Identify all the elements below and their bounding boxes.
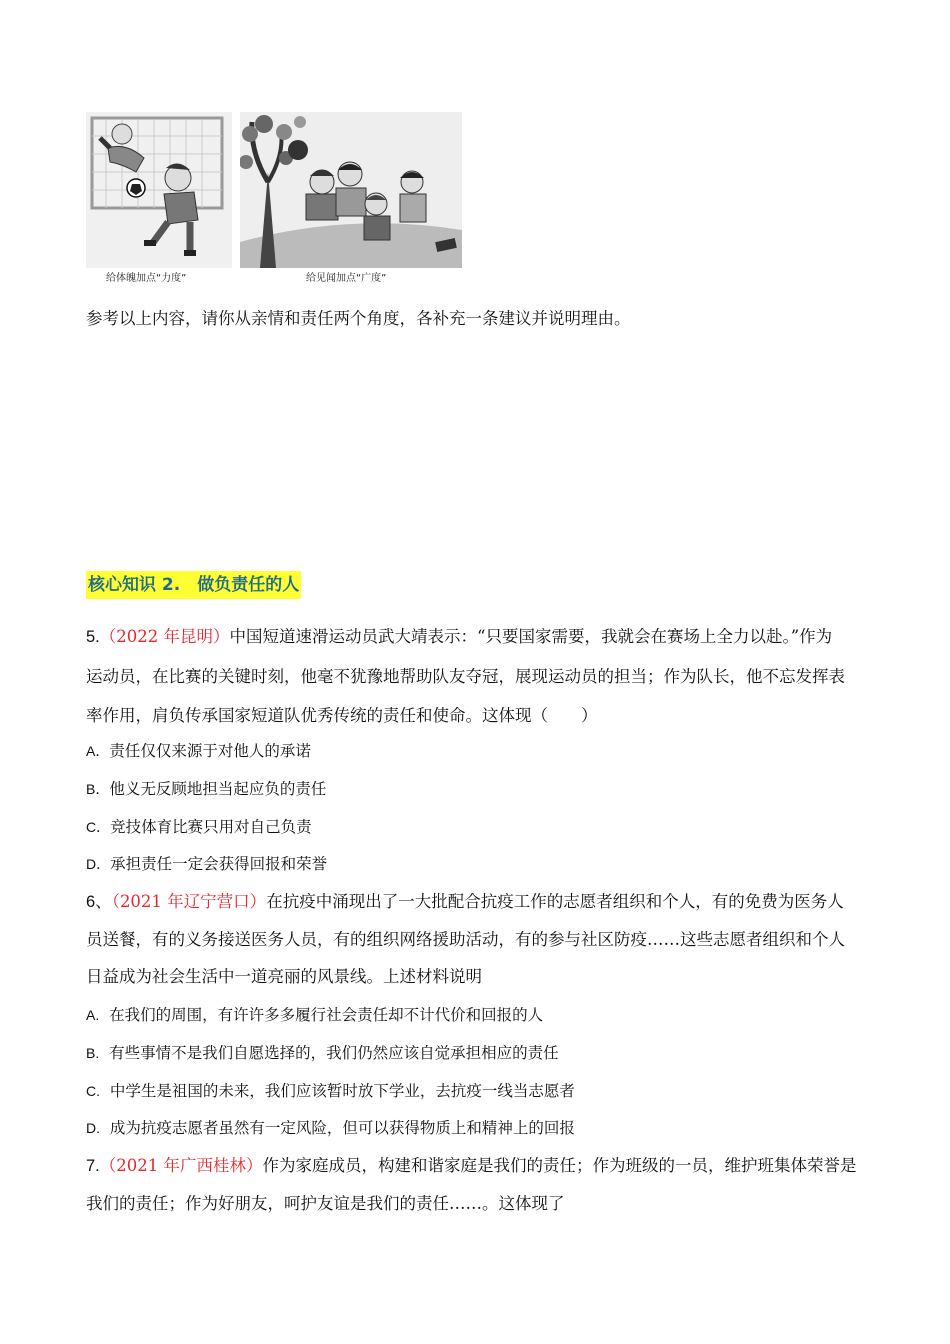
q5-option-a[interactable] bbox=[86, 741, 311, 761]
image-caption-2: 给见闻加点“广度” bbox=[306, 273, 387, 284]
question-source: （2022 年昆明） bbox=[99, 627, 230, 646]
question-5-line-2: 运动员，在比赛的关键时刻，他毫不犹豫地帮助队友夺冠，展现运动员的担当；作为队长，他不忘发挥表 bbox=[86, 667, 845, 686]
question-5-line-1 bbox=[86, 627, 832, 647]
option-text: 竞技体育比赛只用对自己负责 bbox=[110, 818, 312, 836]
option-text: 承担责任一定会获得回报和荣誉 bbox=[110, 855, 328, 873]
option-letter: C. bbox=[86, 1083, 100, 1099]
q5-option-b[interactable] bbox=[86, 779, 326, 799]
question-text: 作为家庭成员，构建和谐家庭是我们的责任；作为班级的一员，维护班集体荣誉是 bbox=[262, 1156, 857, 1175]
option-text: 中学生是祖国的未来，我们应该暂时放下学业，去抗疫一线当志愿者 bbox=[109, 1082, 575, 1100]
question-number: 6、 bbox=[86, 893, 112, 911]
question-7-line-2: 我们的责任；作为好朋友，呵护友谊是我们的责任……。这体现了 bbox=[86, 1194, 565, 1213]
q6-option-c[interactable] bbox=[86, 1081, 575, 1101]
option-letter: D． bbox=[86, 856, 111, 872]
soccer-illustration bbox=[86, 112, 232, 268]
option-text: 有些事情不是我们自愿选择的，我们仍然应该自觉承担相应的责任 bbox=[109, 1044, 559, 1062]
question-source: （2021 年辽宁营口） bbox=[111, 892, 267, 911]
question-number: 5. bbox=[86, 628, 100, 646]
option-text: 在我们的周围，有许许多多履行社会责任却不计代价和回报的人 bbox=[109, 1006, 544, 1024]
question-6-line-1 bbox=[86, 892, 844, 912]
option-letter: A. bbox=[86, 1007, 100, 1023]
question-6-line-2: 员送餐，有的义务接送医务人员，有的组织网络援助活动，有的参与社区防疫……这些志愿者组织和个人 bbox=[86, 930, 845, 949]
option-text: 他义无反顾地担当起应负的责任 bbox=[109, 780, 327, 798]
question-7-line-1 bbox=[86, 1156, 857, 1176]
option-letter: D. bbox=[86, 1120, 100, 1136]
option-letter: B． bbox=[86, 781, 110, 797]
question-number: 7. bbox=[86, 1157, 100, 1175]
question-text: 在抗疫中涌现出了一大批配合抗疫工作的志愿者组织和个人，有的免费为医务人 bbox=[266, 892, 844, 911]
option-letter: A． bbox=[86, 743, 110, 759]
option-text: 责任仅仅来源于对他人的承诺 bbox=[109, 742, 311, 760]
question-6-line-3: 日益成为社会生活中一道亮丽的风景线。上述材料说明 bbox=[86, 967, 482, 986]
intro-prompt: 参考以上内容，请你从亲情和责任两个角度，各补充一条建议并说明理由。 bbox=[86, 309, 631, 328]
reading-kids-illustration bbox=[240, 112, 462, 268]
section-heading: 核心知识 2. 做负责任的人 bbox=[86, 571, 301, 599]
image-caption-1: 给体魄加点“力度” bbox=[106, 273, 187, 284]
option-text: 成为抗疫志愿者虽然有一定风险，但可以获得物质上和精神上的回报 bbox=[109, 1119, 575, 1137]
q6-option-a[interactable] bbox=[86, 1005, 543, 1025]
question-5-line-3: 率作用，肩负传承国家短道队优秀传统的责任和使命。这体现（ ） bbox=[86, 706, 598, 725]
q5-option-c[interactable] bbox=[86, 817, 312, 837]
q5-option-d[interactable] bbox=[86, 854, 327, 874]
option-letter: C． bbox=[86, 819, 111, 835]
q6-option-d[interactable] bbox=[86, 1118, 575, 1138]
question-source: （2021 年广西桂林） bbox=[99, 1156, 263, 1175]
q6-option-b[interactable] bbox=[86, 1043, 559, 1063]
option-letter: B. bbox=[86, 1045, 100, 1061]
question-text: 中国短道速滑运动员武大靖表示：“只要国家需要，我就会在赛场上全力以赴。”作为 bbox=[229, 627, 833, 646]
